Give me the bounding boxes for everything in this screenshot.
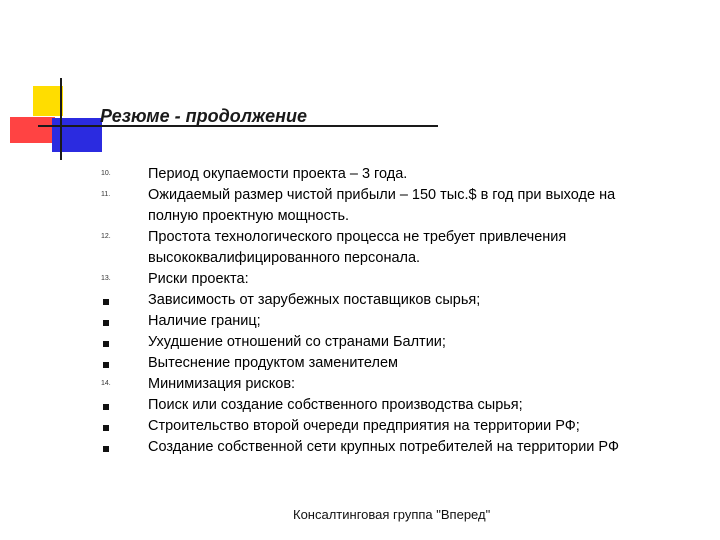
list-number: 11. [101, 191, 111, 198]
list-item-text: Зависимость от зарубежных поставщиков сырья; [148, 292, 481, 308]
bullet-square-icon [103, 425, 109, 431]
list-item-text: Ухудшение отношений со странами Балтии; [148, 334, 446, 350]
bullet-square-icon [103, 320, 109, 326]
list-item-text: Период окупаемости проекта – 3 года. [148, 166, 408, 182]
list-item-text: Минимизация рисков: [148, 376, 296, 392]
slide-title: Резюме - продолжение [100, 106, 308, 126]
bullet-square-icon [103, 446, 109, 452]
list-item-text: Создание собственной сети крупных потребителей на территории РФ [148, 439, 619, 455]
list-item-text: Строительство второй очереди предприятия на территории РФ; [148, 418, 580, 434]
slide-footer: Консалтинговая группа "Вперед" [293, 507, 491, 522]
list-item-text: высококвалифицированного персонала. [148, 250, 421, 266]
bullet-square-icon [103, 299, 109, 305]
list-item-text: Вытеснение продуктом заменителем [148, 355, 398, 371]
list-item-text: Риски проекта: [148, 271, 249, 287]
list-number: 13. [101, 275, 111, 282]
list-number: 12. [101, 233, 111, 240]
bullet-square-icon [103, 341, 109, 347]
bullet-square-icon [103, 362, 109, 368]
list-item-text: Поиск или создание собственного производства сырья; [148, 397, 523, 413]
list-number: 10. [101, 170, 111, 177]
list-item-text: полную проектную мощность. [148, 208, 350, 224]
list-item-text: Простота технологического процесса не требует привлечения [148, 229, 567, 245]
list-item-text: Ожидаемый размер чистой прибыли – 150 тыс.$ в год при выходе на [148, 187, 616, 203]
list-number: 14. [101, 380, 111, 387]
list-item-text: Наличие границ; [148, 313, 261, 329]
bullet-square-icon [103, 404, 109, 410]
